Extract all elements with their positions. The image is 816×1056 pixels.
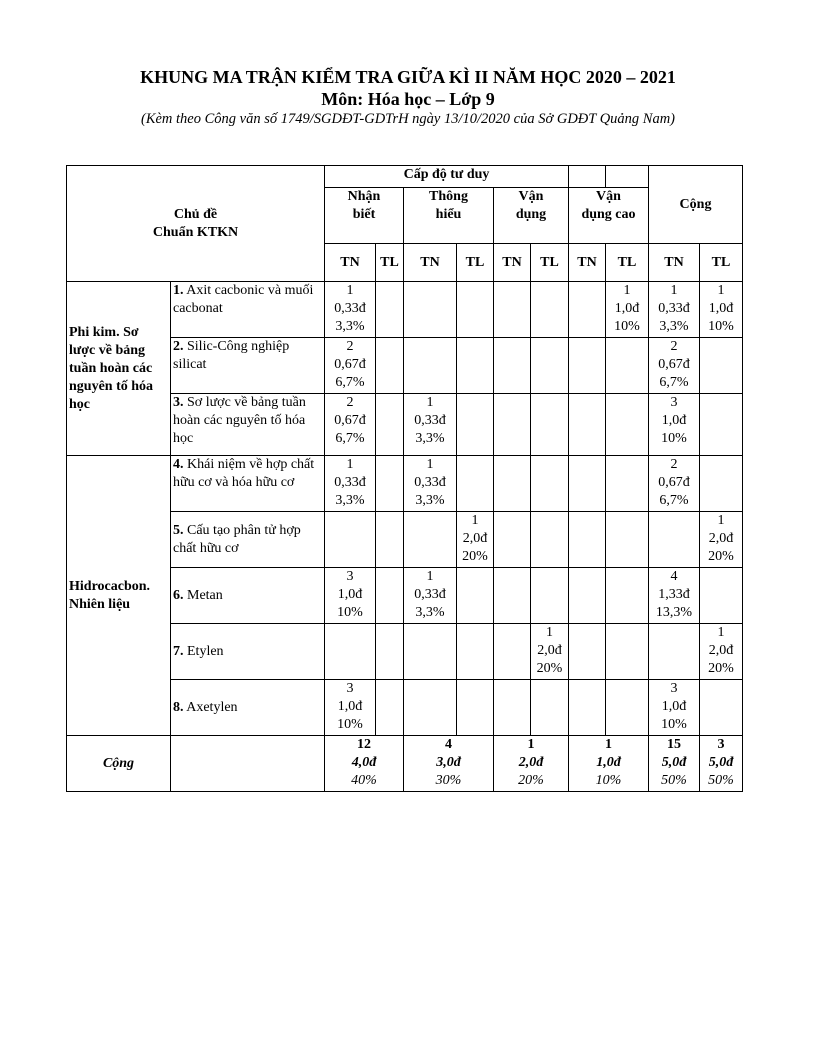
value-cell xyxy=(325,394,376,456)
topic-text: Silic-Công nghiệp silicat xyxy=(173,339,293,372)
value-cell xyxy=(531,338,569,394)
value-cell xyxy=(531,456,569,512)
header-empty-1 xyxy=(569,166,606,188)
total-line: 5,0đ xyxy=(708,755,734,770)
value-line: 13,3% xyxy=(655,605,693,620)
value-line: 4 xyxy=(670,569,678,584)
value-cell xyxy=(649,680,700,736)
value-cell xyxy=(649,338,700,394)
header-nhan-biet xyxy=(325,188,404,244)
value-cell xyxy=(404,394,457,456)
value-cell xyxy=(649,512,700,568)
value-line: 1 xyxy=(346,457,354,472)
header-van-dung-cao-l2: dụng cao xyxy=(581,207,636,222)
value-cell xyxy=(404,338,457,394)
topic-cell xyxy=(171,282,325,338)
value-cell xyxy=(404,282,457,338)
value-line: 3 xyxy=(670,681,678,696)
value-cell xyxy=(531,568,569,624)
value-line: 0,33đ xyxy=(334,475,366,490)
value-line: 3 xyxy=(346,681,354,696)
topic-cell xyxy=(171,512,325,568)
value-cell xyxy=(606,394,649,456)
topic-cell xyxy=(171,394,325,456)
value-cell xyxy=(494,282,531,338)
value-cell xyxy=(376,512,404,568)
value-line: 10% xyxy=(337,605,363,620)
value-cell xyxy=(376,456,404,512)
value-cell xyxy=(569,338,606,394)
value-cell xyxy=(457,680,494,736)
value-line: 1 xyxy=(546,625,553,640)
value-line: 0,33đ xyxy=(414,475,446,490)
header-cong: Cộng xyxy=(649,166,743,244)
total-cong-tn xyxy=(649,736,700,792)
value-line: 3,3% xyxy=(415,431,445,446)
value-line: 2,0đ xyxy=(708,643,734,658)
value-line: 1,0đ xyxy=(708,301,734,316)
value-cell xyxy=(494,394,531,456)
value-cell xyxy=(649,394,700,456)
value-cell xyxy=(606,512,649,568)
value-line: 1,0đ xyxy=(661,413,687,428)
value-line: 3 xyxy=(670,395,678,410)
value-cell xyxy=(404,512,457,568)
value-cell xyxy=(606,338,649,394)
group-name: Phi kim. Sơ lược về bảng tuần hoàn các nguyên tố hóa học xyxy=(67,282,171,456)
value-line: 10% xyxy=(614,319,640,334)
header-thong-hieu xyxy=(404,188,494,244)
topic-cell xyxy=(171,680,325,736)
value-line: 2,0đ xyxy=(708,531,734,546)
value-cell xyxy=(569,624,606,680)
value-line: 0,67đ xyxy=(658,357,690,372)
value-cell xyxy=(531,624,569,680)
total-line: 3,0đ xyxy=(436,755,461,770)
value-line: 6,7% xyxy=(659,493,689,508)
value-line: 3,3% xyxy=(335,493,365,508)
group-name: Hidrocacbon. Nhiên liệu xyxy=(67,456,171,736)
value-line: 0,33đ xyxy=(414,413,446,428)
header-van-dung-l2: dụng xyxy=(515,207,547,222)
value-line: 0,67đ xyxy=(334,413,366,428)
value-cell xyxy=(700,680,743,736)
table-row xyxy=(67,456,743,512)
header-tn: TN xyxy=(404,244,457,282)
value-line: 3,3% xyxy=(659,319,689,334)
header-tl: TL xyxy=(531,244,569,282)
total-line: 15 xyxy=(667,737,681,752)
value-cell xyxy=(376,568,404,624)
value-cell xyxy=(494,512,531,568)
value-line: 10% xyxy=(708,319,734,334)
value-cell xyxy=(457,568,494,624)
value-cell xyxy=(569,568,606,624)
header-chu-de-line1: Chủ đề xyxy=(173,206,218,222)
total-line: 1,0đ xyxy=(596,755,621,770)
value-cell xyxy=(569,512,606,568)
value-cell xyxy=(606,456,649,512)
value-line: 2,0đ xyxy=(462,531,488,546)
value-cell xyxy=(569,456,606,512)
header-van-dung-l1: Vận xyxy=(518,189,544,204)
topic-number: 8. xyxy=(173,699,184,715)
topic-number: 1. xyxy=(173,283,184,298)
total-thong-hieu xyxy=(404,736,494,792)
document-note: (Kèm theo Công văn số 1749/SGDĐT-GDTrH ngày 13/10/2020 của Sở GDĐT Quảng Nam) xyxy=(140,111,676,127)
value-cell xyxy=(404,624,457,680)
topic-text: Cấu tạo phân tử hợp chất hữu cơ xyxy=(173,522,305,556)
value-line: 1,0đ xyxy=(614,301,640,316)
header-tn: TN xyxy=(569,244,606,282)
total-line: 1 xyxy=(527,737,535,752)
topic-cell xyxy=(171,456,325,512)
total-empty xyxy=(171,736,325,792)
header-tn: TN xyxy=(649,244,700,282)
value-cell xyxy=(494,456,531,512)
topic-cell xyxy=(171,338,325,394)
value-line: 1 xyxy=(426,395,434,410)
header-nhan-biet-l2: biết xyxy=(352,207,376,222)
value-cell xyxy=(325,338,376,394)
value-line: 3,3% xyxy=(415,605,445,620)
value-cell xyxy=(494,338,531,394)
value-line: 20% xyxy=(708,549,734,564)
value-cell xyxy=(569,394,606,456)
value-line: 2 xyxy=(346,395,354,410)
value-line: 0,33đ xyxy=(658,301,690,316)
value-cell xyxy=(457,624,494,680)
value-cell xyxy=(700,282,743,338)
topic-number: 5. xyxy=(173,522,184,538)
value-line: 6,7% xyxy=(659,375,689,390)
value-cell xyxy=(649,624,700,680)
value-cell xyxy=(700,512,743,568)
topic-text: Sơ lược về bảng tuần hoàn các nguyên tố hóa học xyxy=(173,395,310,446)
total-line: 1 xyxy=(605,737,612,752)
total-label: Cộng xyxy=(67,736,171,792)
value-cell xyxy=(649,456,700,512)
value-cell xyxy=(494,568,531,624)
value-cell xyxy=(325,456,376,512)
value-cell xyxy=(376,394,404,456)
total-line: 30% xyxy=(435,773,462,788)
header-van-dung-cao-l1: Vận xyxy=(596,189,621,204)
total-line: 50% xyxy=(708,773,734,788)
value-line: 1,0đ xyxy=(337,587,363,602)
value-line: 6,7% xyxy=(335,431,365,446)
topic-number: 4. xyxy=(173,457,184,472)
value-line: 1,33đ xyxy=(658,587,690,602)
value-cell xyxy=(457,394,494,456)
value-line: 2 xyxy=(346,339,354,354)
value-line: 1,0đ xyxy=(661,699,687,714)
header-empty-2 xyxy=(606,166,649,188)
value-line: 2,0đ xyxy=(537,643,562,658)
document-subtitle: Môn: Hóa học – Lớp 9 xyxy=(321,89,495,109)
value-cell xyxy=(569,680,606,736)
value-line: 0,33đ xyxy=(414,587,446,602)
value-cell xyxy=(376,624,404,680)
header-nhan-biet-l1: Nhận xyxy=(347,189,381,204)
topic-cell xyxy=(171,624,325,680)
value-cell xyxy=(531,282,569,338)
value-line: 3,3% xyxy=(335,319,365,334)
value-cell xyxy=(376,680,404,736)
value-cell xyxy=(531,394,569,456)
value-line: 1 xyxy=(426,569,434,584)
value-line: 20% xyxy=(708,661,734,676)
total-cong-tl xyxy=(700,736,743,792)
value-line: 6,7% xyxy=(335,375,365,390)
value-line: 1 xyxy=(346,283,354,298)
topic-text: Metan xyxy=(183,587,223,603)
total-line: 2,0đ xyxy=(518,755,544,770)
value-cell xyxy=(606,568,649,624)
value-cell xyxy=(376,282,404,338)
total-line: 50% xyxy=(661,773,687,788)
header-tl: TL xyxy=(606,244,649,282)
value-cell xyxy=(531,680,569,736)
value-line: 1,0đ xyxy=(337,699,363,714)
value-cell xyxy=(700,394,743,456)
value-line: 1 xyxy=(426,457,434,472)
header-tn: TN xyxy=(494,244,531,282)
value-cell xyxy=(606,680,649,736)
value-cell xyxy=(404,456,457,512)
value-cell xyxy=(700,456,743,512)
header-van-dung xyxy=(494,188,569,244)
value-cell xyxy=(457,338,494,394)
value-line: 2 xyxy=(670,339,678,354)
topic-text: Khái niệm về hợp chất hữu cơ và hóa hữu cơ xyxy=(173,457,318,490)
total-van-dung-cao xyxy=(569,736,649,792)
value-cell xyxy=(457,456,494,512)
value-line: 20% xyxy=(536,661,563,676)
total-line: 20% xyxy=(518,773,544,788)
header-chu-de xyxy=(67,166,325,282)
value-cell xyxy=(404,680,457,736)
value-line: 1 xyxy=(471,513,479,528)
value-cell xyxy=(325,282,376,338)
header-chu-de-line2: Chuẩn KTKN xyxy=(152,224,239,240)
header-tn: TN xyxy=(325,244,376,282)
header-thong-hieu-l1: Thông xyxy=(429,189,468,204)
topic-number: 6. xyxy=(173,587,184,603)
value-line: 10% xyxy=(337,717,363,732)
header-van-dung-cao xyxy=(569,188,649,244)
topic-number: 2. xyxy=(173,339,184,354)
value-cell xyxy=(494,624,531,680)
value-line: 3,3% xyxy=(415,493,445,508)
topic-number: 7. xyxy=(173,643,184,659)
value-line: 1 xyxy=(670,283,678,298)
total-nhan-biet xyxy=(325,736,404,792)
value-line: 1 xyxy=(717,513,725,528)
document-title: KHUNG MA TRẬN KIỂM TRA GIỮA KÌ II NĂM HỌC 2020 – 2021 xyxy=(140,67,676,87)
value-cell xyxy=(325,512,376,568)
value-cell xyxy=(569,282,606,338)
total-van-dung xyxy=(494,736,569,792)
value-line: 0,33đ xyxy=(334,301,366,316)
value-cell xyxy=(700,568,743,624)
topic-text: Axetylen xyxy=(183,699,238,715)
value-line: 1 xyxy=(623,283,631,298)
total-line: 40% xyxy=(351,773,377,788)
matrix-table xyxy=(66,165,743,792)
topic-cell xyxy=(171,568,325,624)
value-cell xyxy=(649,568,700,624)
header-tl: TL xyxy=(700,244,743,282)
value-cell xyxy=(649,282,700,338)
total-line: 3 xyxy=(717,737,725,752)
value-line: 20% xyxy=(462,549,488,564)
value-cell xyxy=(700,338,743,394)
total-row xyxy=(67,736,743,792)
value-line: 10% xyxy=(661,717,687,732)
value-line: 0,67đ xyxy=(334,357,366,372)
value-cell xyxy=(531,512,569,568)
value-line: 1 xyxy=(717,283,725,298)
total-line: 10% xyxy=(595,773,622,788)
value-line: 10% xyxy=(661,431,687,446)
value-cell xyxy=(325,568,376,624)
value-cell xyxy=(325,680,376,736)
total-line: 4,0đ xyxy=(351,755,377,770)
value-line: 3 xyxy=(346,569,354,584)
table-row xyxy=(67,282,743,338)
value-cell xyxy=(457,512,494,568)
value-cell xyxy=(700,624,743,680)
value-line: 1 xyxy=(717,625,725,640)
topic-text: Etylen xyxy=(183,643,224,659)
value-cell xyxy=(606,624,649,680)
value-cell xyxy=(457,282,494,338)
value-line: 2 xyxy=(670,457,678,472)
value-cell xyxy=(606,282,649,338)
value-cell xyxy=(325,624,376,680)
value-cell xyxy=(376,338,404,394)
header-tl: TL xyxy=(457,244,494,282)
total-line: 5,0đ xyxy=(661,755,687,770)
value-cell xyxy=(494,680,531,736)
header-cap-do: Cấp độ tư duy xyxy=(325,166,569,188)
header-tl: TL xyxy=(376,244,404,282)
total-line: 12 xyxy=(357,737,371,752)
value-line: 0,67đ xyxy=(658,475,690,490)
value-cell xyxy=(404,568,457,624)
total-line: 4 xyxy=(445,737,452,752)
topic-number: 3. xyxy=(173,395,184,410)
topic-text: Axit cacbonic và muối cacbonat xyxy=(173,283,317,316)
header-thong-hieu-l2: hiểu xyxy=(435,207,462,222)
